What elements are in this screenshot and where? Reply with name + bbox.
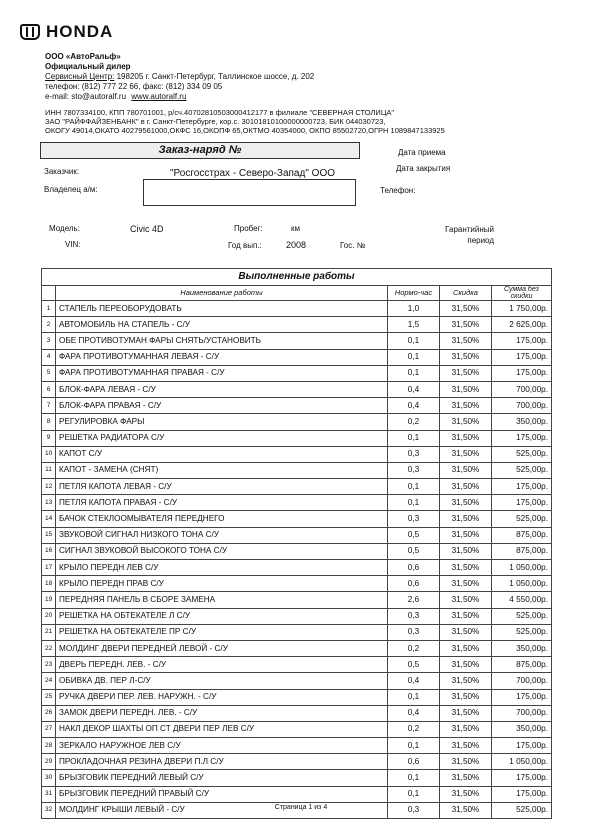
work-name: ПЕТЛЯ КАПОТА ЛЕВАЯ - С/У <box>56 479 388 495</box>
discount: 31,50% <box>439 398 491 414</box>
discount: 31,50% <box>439 560 491 576</box>
bank-details-3: ОКОГУ 49014,ОКАТО 40279561000,ОКФС 16,ОКОПФ 65,ОКТМО 40354000, ОКПО 85502720,ОГРН 1089847133925 <box>45 126 445 135</box>
table-row <box>42 446 552 462</box>
table-row <box>42 495 552 511</box>
dealer-status: Официальный дилер <box>45 62 131 71</box>
discount: 31,50% <box>439 624 491 640</box>
norm-hours: 0,3 <box>387 511 439 527</box>
table-row <box>42 301 552 317</box>
work-name: КРЫЛО ПЕРЕДН ЛЕВ С/У <box>56 560 388 576</box>
row-number: 3 <box>42 333 56 349</box>
sum: 175,00р. <box>491 333 551 349</box>
customer-value: "Росгосстрах - Северо-Запад" ООО <box>170 168 335 179</box>
row-number: 8 <box>42 414 56 430</box>
table-row <box>42 721 552 737</box>
table-row <box>42 624 552 640</box>
discount: 31,50% <box>439 608 491 624</box>
work-name: МОЛДИНГ КРЫШИ ЛЕВЫЙ - С/У <box>56 802 388 818</box>
sum: 700,00р. <box>491 398 551 414</box>
table-row <box>42 689 552 705</box>
work-name: БРЫЗГОВИК ПЕРЕДНИЙ ПРАВЫЙ С/У <box>56 786 388 802</box>
work-name: ПРОКЛАДОЧНАЯ РЕЗИНА ДВЕРИ П.Л С/У <box>56 754 388 770</box>
sum: 175,00р. <box>491 365 551 381</box>
table-row <box>42 430 552 446</box>
norm-hours: 0,6 <box>387 576 439 592</box>
discount: 31,50% <box>439 414 491 430</box>
sum: 875,00р. <box>491 543 551 559</box>
table-row <box>42 365 552 381</box>
work-name: РЕШЕТКА НА ОБТЕКАТЕЛЕ ПР С/У <box>56 624 388 640</box>
work-name: ФАРА ПРОТИВОТУМАННАЯ ПРАВАЯ - С/У <box>56 365 388 381</box>
norm-hours: 0,2 <box>387 414 439 430</box>
header-discount: Скидка <box>439 286 491 301</box>
date-closed-label: Дата закрытия <box>396 164 451 173</box>
row-number: 19 <box>42 592 56 608</box>
discount: 31,50% <box>439 527 491 543</box>
work-name: РЕГУЛИРОВКА ФАРЫ <box>56 414 388 430</box>
owner-field[interactable] <box>143 179 356 206</box>
sum: 700,00р. <box>491 673 551 689</box>
norm-hours: 0,5 <box>387 657 439 673</box>
work-name: КАПОТ С/У <box>56 446 388 462</box>
work-name: СИГНАЛ ЗВУКОВОЙ ВЫСОКОГО ТОНА С/У <box>56 543 388 559</box>
norm-hours: 0,1 <box>387 689 439 705</box>
norm-hours: 0,2 <box>387 721 439 737</box>
table-row <box>42 543 552 559</box>
honda-h-icon <box>20 24 40 40</box>
row-number: 10 <box>42 446 56 462</box>
sum: 525,00р. <box>491 608 551 624</box>
norm-hours: 0,4 <box>387 381 439 397</box>
table-row <box>42 640 552 656</box>
discount: 31,50% <box>439 301 491 317</box>
norm-hours: 0,3 <box>387 462 439 478</box>
discount: 31,50% <box>439 738 491 754</box>
row-number: 1 <box>42 301 56 317</box>
work-name: СТАПЕЛЬ ПЕРЕОБОРУДОВАТЬ <box>56 301 388 317</box>
work-name: РЕШЕТКА РАДИАТОРА С/У <box>56 430 388 446</box>
sum: 525,00р. <box>491 624 551 640</box>
table-row <box>42 462 552 478</box>
norm-hours: 0,4 <box>387 398 439 414</box>
sum: 350,00р. <box>491 721 551 737</box>
discount: 31,50% <box>439 786 491 802</box>
sum: 175,00р. <box>491 770 551 786</box>
row-number: 15 <box>42 527 56 543</box>
norm-hours: 0,3 <box>387 608 439 624</box>
discount: 31,50% <box>439 673 491 689</box>
work-name: БРЫЗГОВИК ПЕРЕДНИЙ ЛЕВЫЙ С/У <box>56 770 388 786</box>
website-link[interactable]: www.autoralf.ru <box>131 92 187 101</box>
table-row <box>42 592 552 608</box>
sum: 525,00р. <box>491 802 551 818</box>
sum: 525,00р. <box>491 511 551 527</box>
norm-hours: 0,1 <box>387 479 439 495</box>
work-name: АВТОМОБИЛЬ НА СТАПЕЛЬ - С/У <box>56 317 388 333</box>
sum: 350,00р. <box>491 414 551 430</box>
work-name: КАПОТ - ЗАМЕНА (СНЯТ) <box>56 462 388 478</box>
norm-hours: 0,4 <box>387 705 439 721</box>
model-label: Модель: <box>49 224 80 233</box>
discount: 31,50% <box>439 802 491 818</box>
row-number: 4 <box>42 349 56 365</box>
email-line <box>45 92 186 102</box>
row-number: 16 <box>42 543 56 559</box>
table-row <box>42 398 552 414</box>
header-number <box>42 286 56 301</box>
norm-hours: 0,1 <box>387 349 439 365</box>
norm-hours: 0,1 <box>387 333 439 349</box>
sum: 700,00р. <box>491 705 551 721</box>
row-number: 28 <box>42 738 56 754</box>
works-table <box>41 268 552 819</box>
sum: 175,00р. <box>491 349 551 365</box>
work-name: БАЧОК СТЕКЛООМЫВАТЕЛЯ ПЕРЕДНЕГО <box>56 511 388 527</box>
table-row <box>42 705 552 721</box>
work-name: НАКЛ ДЕКОР ШАХТЫ ОП СТ ДВЕРИ ПЕР ЛЕВ С/У <box>56 721 388 737</box>
row-number: 17 <box>42 560 56 576</box>
logo-text: HONDA <box>46 22 114 41</box>
discount: 31,50% <box>439 495 491 511</box>
header-hours: Нормо-час <box>387 286 439 301</box>
sum: 1 050,00р. <box>491 754 551 770</box>
discount: 31,50% <box>439 446 491 462</box>
email[interactable]: e-mail: sto@autoralf.ru <box>45 92 127 101</box>
sum: 525,00р. <box>491 446 551 462</box>
row-number: 24 <box>42 673 56 689</box>
table-row <box>42 786 552 802</box>
table-row <box>42 560 552 576</box>
sum: 875,00р. <box>491 657 551 673</box>
discount: 31,50% <box>439 349 491 365</box>
norm-hours: 0,1 <box>387 430 439 446</box>
table-row <box>42 333 552 349</box>
row-number: 22 <box>42 640 56 656</box>
row-number: 32 <box>42 802 56 818</box>
warranty-label: Гарантийный период <box>445 225 494 245</box>
sum: 175,00р. <box>491 495 551 511</box>
owner-label: Владелец а/м: <box>44 185 98 194</box>
bank-details-2: ЗАО "РАЙФФАЙЗЕНБАНК" в г. Санкт-Петербурге, кор.с. 30101810100000000723, БИК 044030723, <box>45 117 386 126</box>
table-row <box>42 770 552 786</box>
row-number: 26 <box>42 705 56 721</box>
discount: 31,50% <box>439 657 491 673</box>
date-received-label: Дата приема <box>398 148 446 157</box>
norm-hours: 0,1 <box>387 365 439 381</box>
work-name: ЗАМОК ДВЕРИ ПЕРЕДН. ЛЕВ. - С/У <box>56 705 388 721</box>
sum: 175,00р. <box>491 786 551 802</box>
work-name: КРЫЛО ПЕРЕДН ПРАВ С/У <box>56 576 388 592</box>
sum: 1 750,00р. <box>491 301 551 317</box>
phone-fax-line: телефон: (812) 777 22 66, факс: (812) 334 09 05 <box>45 82 223 91</box>
row-number: 20 <box>42 608 56 624</box>
discount: 31,50% <box>439 543 491 559</box>
work-name: БЛОК-ФАРА ЛЕВАЯ - С/У <box>56 381 388 397</box>
header-sum: Сумма без скидки <box>491 286 551 301</box>
customer-label: Заказчик: <box>44 167 80 176</box>
header-name: Наименование работы <box>56 286 388 301</box>
year-label: Год вып.: <box>228 241 262 250</box>
row-number: 30 <box>42 770 56 786</box>
discount: 31,50% <box>439 689 491 705</box>
table-row <box>42 738 552 754</box>
row-number: 25 <box>42 689 56 705</box>
row-number: 9 <box>42 430 56 446</box>
plate-label: Гос. № <box>340 241 366 250</box>
table-row <box>42 349 552 365</box>
norm-hours: 0,3 <box>387 446 439 462</box>
discount: 31,50% <box>439 479 491 495</box>
norm-hours: 0,5 <box>387 543 439 559</box>
service-center-line <box>45 72 314 82</box>
norm-hours: 1,5 <box>387 317 439 333</box>
sum: 175,00р. <box>491 689 551 705</box>
row-number: 23 <box>42 657 56 673</box>
discount: 31,50% <box>439 511 491 527</box>
norm-hours: 1,0 <box>387 301 439 317</box>
work-name: БЛОК-ФАРА ПРАВАЯ - С/У <box>56 398 388 414</box>
work-name: ПЕТЛЯ КАПОТА ПРАВАЯ - С/У <box>56 495 388 511</box>
row-number: 11 <box>42 462 56 478</box>
mileage-unit: км <box>291 224 300 233</box>
row-number: 5 <box>42 365 56 381</box>
row-number: 27 <box>42 721 56 737</box>
norm-hours: 0,1 <box>387 786 439 802</box>
work-name: ЗЕРКАЛО НАРУЖНОЕ ЛЕВ С/У <box>56 738 388 754</box>
row-number: 29 <box>42 754 56 770</box>
discount: 31,50% <box>439 754 491 770</box>
norm-hours: 0,5 <box>387 527 439 543</box>
discount: 31,50% <box>439 705 491 721</box>
order-title: Заказ-наряд № <box>40 142 360 159</box>
discount: 31,50% <box>439 770 491 786</box>
sum: 1 050,00р. <box>491 576 551 592</box>
work-name: ДВЕРЬ ПЕРЕДН. ЛЕВ. - С/У <box>56 657 388 673</box>
honda-logo <box>20 22 113 42</box>
work-name: РЕШЕТКА НА ОБТЕКАТЕЛЕ Л С/У <box>56 608 388 624</box>
table-row <box>42 317 552 333</box>
table-row <box>42 479 552 495</box>
mileage-label: Пробег: <box>234 224 263 233</box>
work-name: МОЛДИНГ ДВЕРИ ПЕРЕДНЕЙ ЛЕВОЙ - С/У <box>56 640 388 656</box>
bank-details-1: ИНН 7807334100, КПП 780701001, р/сч.40702810503000412177 в филиале "СЕВЕРНАЯ СТОЛИЦА" <box>45 108 395 117</box>
table-row <box>42 608 552 624</box>
table-row <box>42 576 552 592</box>
service-center-label: Сервисный Центр: <box>45 72 115 81</box>
row-number: 7 <box>42 398 56 414</box>
vin-label: VIN: <box>65 240 81 249</box>
discount: 31,50% <box>439 365 491 381</box>
discount: 31,50% <box>439 576 491 592</box>
table-row <box>42 754 552 770</box>
sum: 4 550,00р. <box>491 592 551 608</box>
discount: 31,50% <box>439 381 491 397</box>
table-row <box>42 511 552 527</box>
work-name: ФАРА ПРОТИВОТУМАННАЯ ЛЕВАЯ - С/У <box>56 349 388 365</box>
sum: 700,00р. <box>491 381 551 397</box>
work-name: РУЧКА ДВЕРИ ПЕР. ЛЕВ. НАРУЖН. - С/У <box>56 689 388 705</box>
row-number: 13 <box>42 495 56 511</box>
discount: 31,50% <box>439 721 491 737</box>
model-value: Civic 4D <box>130 224 164 234</box>
row-number: 12 <box>42 479 56 495</box>
sum: 350,00р. <box>491 640 551 656</box>
table-row <box>42 657 552 673</box>
work-name: ПЕРЕДНЯЯ ПАНЕЛЬ В СБОРЕ ЗАМЕНА <box>56 592 388 608</box>
sum: 525,00р. <box>491 462 551 478</box>
discount: 31,50% <box>439 333 491 349</box>
table-row <box>42 414 552 430</box>
row-number: 18 <box>42 576 56 592</box>
norm-hours: 0,6 <box>387 754 439 770</box>
table-row <box>42 381 552 397</box>
norm-hours: 2,6 <box>387 592 439 608</box>
sum: 875,00р. <box>491 527 551 543</box>
sum: 1 050,00р. <box>491 560 551 576</box>
norm-hours: 0,3 <box>387 624 439 640</box>
norm-hours: 0,6 <box>387 560 439 576</box>
works-caption: Выполненные работы <box>42 269 552 286</box>
sum: 175,00р. <box>491 738 551 754</box>
phone-label: Телефон: <box>380 186 416 195</box>
dealer-name: ООО «АвтоРальф» <box>45 52 121 61</box>
row-number: 2 <box>42 317 56 333</box>
service-center-address: 198205 г. Санкт-Петербург, Таллинское шоссе, д. 202 <box>116 72 315 81</box>
table-row <box>42 527 552 543</box>
row-number: 6 <box>42 381 56 397</box>
work-name: ЗВУКОВОЙ СИГНАЛ НИЗКОГО ТОНА С/У <box>56 527 388 543</box>
sum: 175,00р. <box>491 479 551 495</box>
discount: 31,50% <box>439 462 491 478</box>
work-name: ОБИВКА ДВ. ПЕР Л-С/У <box>56 673 388 689</box>
year-value: 2008 <box>286 240 307 250</box>
sum: 2 625,00р. <box>491 317 551 333</box>
norm-hours: 0,2 <box>387 640 439 656</box>
row-number: 14 <box>42 511 56 527</box>
norm-hours: 0,1 <box>387 770 439 786</box>
discount: 31,50% <box>439 317 491 333</box>
row-number: 21 <box>42 624 56 640</box>
row-number: 31 <box>42 786 56 802</box>
page-number: Страница 1 из 4 <box>274 804 328 811</box>
norm-hours: 0,3 <box>387 802 439 818</box>
sum: 175,00р. <box>491 430 551 446</box>
norm-hours: 0,1 <box>387 738 439 754</box>
table-row <box>42 673 552 689</box>
discount: 31,50% <box>439 430 491 446</box>
norm-hours: 0,1 <box>387 495 439 511</box>
discount: 31,50% <box>439 640 491 656</box>
discount: 31,50% <box>439 592 491 608</box>
work-name: ОБЕ ПРОТИВОТУМАН ФАРЫ СНЯТЬ/УСТАНОВИТЬ <box>56 333 388 349</box>
norm-hours: 0,4 <box>387 673 439 689</box>
